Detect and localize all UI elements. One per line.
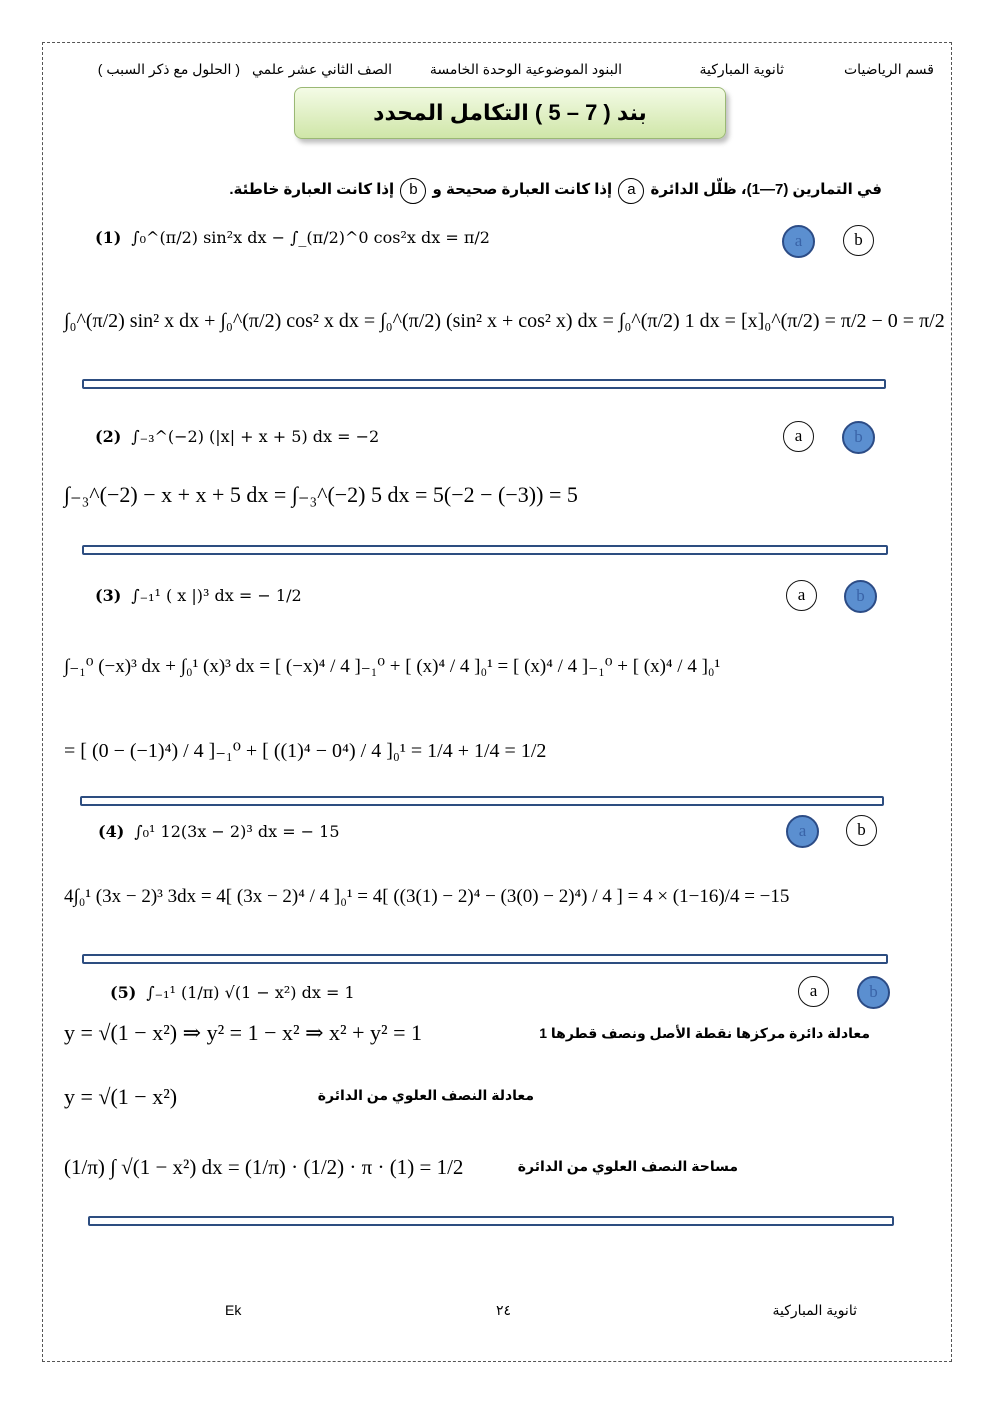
option-a-1[interactable]: a (782, 225, 815, 258)
header-school: ثانوية المباركية (699, 61, 784, 77)
header-grade: الصف الثاني عشر علمي (252, 61, 392, 77)
solution-5-note2: معادلة النصف العلوي من الدائرة (317, 1087, 534, 1103)
solution-5-line3: (1/π) ∫ √(1 − x²) dx = (1/π) · (1/2) · π · (1) = 1/2 (64, 1155, 464, 1179)
problem-5 (110, 983, 355, 1002)
instruction-circle-a: a (618, 178, 644, 204)
instructions (229, 178, 882, 204)
separator-2 (82, 545, 888, 555)
option-b-5[interactable]: b (857, 976, 890, 1009)
solution-4: 4∫₀¹ (3x − 2)³ 3dx = 4[ (3x − 2)⁴ / 4 ]₀¹ = 4[ ((3(1) − 2)⁴ − (3(0) − 2)⁴) / 4 ] = 4 × (1−16)/4 = −15 (64, 886, 790, 907)
problem-4-statement: ∫₀¹ 12(3x − 2)³ dx = − 15 (134, 822, 340, 841)
instructions-part1: في التمارين (7—1)، ظلّل الدائرة (650, 181, 882, 198)
problem-1 (95, 228, 490, 247)
separator-3 (80, 796, 884, 806)
option-b-3[interactable]: b (844, 580, 877, 613)
solution-5-line1: y = √(1 − x²) ⇒ y² = 1 − x² ⇒ x² + y² = 1 (64, 1020, 423, 1045)
problem-1-number: (1) (95, 228, 122, 247)
problem-3-statement: ∫₋₁¹ ( x |)³ dx = − 1/2 (131, 586, 302, 605)
problem-4 (98, 822, 340, 841)
solution-5-note3: مساحة النصف العلوي من الدائرة (517, 1158, 738, 1174)
option-b-2[interactable]: b (842, 421, 875, 454)
separator-4 (82, 954, 888, 964)
instructions-part2: إذا كانت العبارة صحيحة و (432, 181, 613, 198)
option-b-4[interactable]: b (846, 815, 877, 846)
problem-3 (95, 586, 302, 605)
solution-5-note1: معادلة دائرة مركزها نقطة الأصل ونصف قطرها 1 (539, 1025, 870, 1041)
problem-2 (95, 427, 379, 446)
problem-1-statement: ∫₀^(π/2) sin²x dx − ∫_(π/2)^0 cos²x dx = π/2 (131, 228, 490, 247)
option-b-1[interactable]: b (843, 225, 874, 256)
solution-5-line2: y = √(1 − x²) (64, 1084, 178, 1109)
option-a-2[interactable]: a (783, 421, 814, 452)
footer-school: ثانوية المباركية (772, 1302, 857, 1318)
header-solutions: ( الحلول مع ذكر السبب ) (97, 61, 240, 77)
problem-2-number: (2) (95, 427, 122, 446)
footer-initials: Ek (225, 1302, 242, 1318)
problem-5-number: (5) (110, 983, 137, 1002)
page-title (294, 87, 726, 139)
solution-3-line2: = [ (0 − (−1)⁴) / 4 ]₋₁⁰ + [ ((1)⁴ − 0⁴) / 4 ]₀¹ = 1/4 + 1/4 = 1/2 (64, 740, 547, 762)
problem-3-number: (3) (95, 586, 122, 605)
problem-2-statement: ∫₋₃^(−2) (|x| + x + 5) dx = −2 (131, 427, 380, 446)
solution-2: ∫₋₃^(−2) − x + x + 5 dx = ∫₋₃^(−2) 5 dx = 5(−2 − (−3)) = 5 (64, 482, 578, 507)
separator-5 (88, 1216, 894, 1226)
separator-1 (82, 379, 886, 389)
option-a-4[interactable]: a (786, 815, 819, 848)
footer-page-number: ٢٤ (496, 1302, 512, 1318)
problem-5-statement: ∫₋₁¹ (1/π) √(1 − x²) dx = 1 (146, 983, 355, 1002)
option-a-3[interactable]: a (786, 580, 817, 611)
instruction-circle-b: b (400, 178, 426, 204)
option-a-5[interactable]: a (798, 976, 829, 1007)
instructions-part3: إذا كانت العبارة خاطئة. (229, 181, 395, 198)
header-dept: قسم الرياضيات (844, 61, 934, 77)
page-title-text: بند ( 7 – 5 ) التكامل المحدد (373, 100, 647, 125)
problem-4-number: (4) (98, 822, 125, 841)
header-items: البنود الموضوعية الوحدة الخامسة (429, 61, 622, 77)
solution-1: ∫₀^(π/2) sin² x dx + ∫₀^(π/2) cos² x dx = ∫₀^(π/2) (sin² x + cos² x) dx = ∫₀^(π/2) 1 dx = [x]₀^(π/2) = π/2 − 0 = π/2 (64, 310, 945, 332)
solution-3-line1: ∫₋₁⁰ (−x)³ dx + ∫₀¹ (x)³ dx = [ (−x)⁴ / 4 ]₋₁⁰ + [ (x)⁴ / 4 ]₀¹ = [ (x)⁴ / 4 ]₋₁⁰ + [ (x)⁴ / 4 ]₀¹ (64, 656, 721, 677)
